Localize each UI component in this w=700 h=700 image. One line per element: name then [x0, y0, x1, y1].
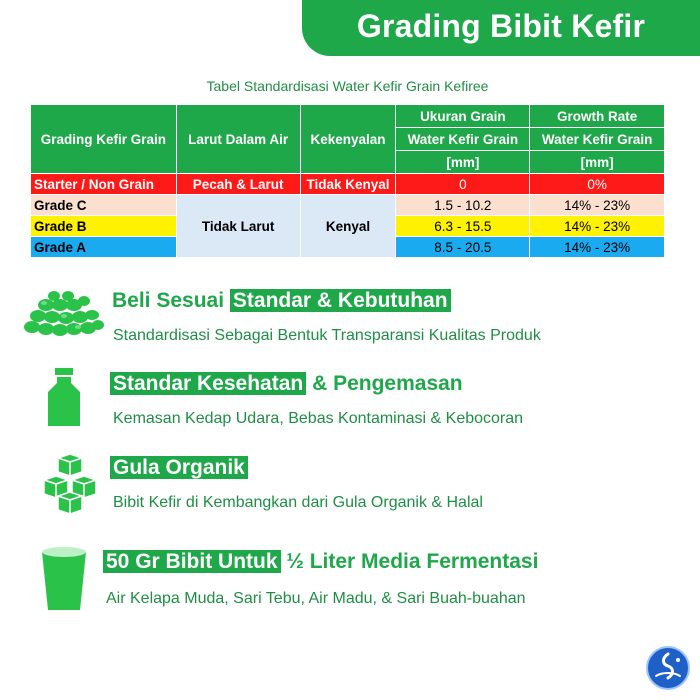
feature-desc: Air Kelapa Muda, Sari Tebu, Air Madu, & Sari Buah-buahan — [106, 590, 526, 607]
cell-grade: Grade C — [31, 195, 177, 216]
feature-kesehatan — [0, 368, 700, 438]
cell-ukuran: 8.5 - 20.5 — [396, 237, 530, 258]
header-kekenyalan: Kekenyalan — [300, 105, 396, 174]
title-highlight: Standar Kesehatan — [110, 372, 306, 395]
title-highlight: Gula Organik — [110, 456, 248, 479]
feature-title — [103, 550, 538, 574]
feature-desc: Bibit Kefir di Kembangkan dari Gula Organik & Halal — [113, 494, 483, 511]
page-title: Grading Bibit Kefir — [356, 8, 646, 44]
cell-ukuran: 6.3 - 15.5 — [396, 216, 530, 237]
feature-standar — [0, 285, 700, 355]
cell-grade: Starter / Non Grain — [31, 174, 177, 195]
cell-kekenyalan-merged: Kenyal — [300, 195, 396, 258]
title-highlight: 50 Gr Bibit Untuk — [103, 550, 281, 573]
bottle-icon — [46, 368, 82, 428]
cell-grade: Grade B — [31, 216, 177, 237]
kefir-grains-icon — [22, 289, 104, 339]
feature-media — [0, 546, 700, 616]
feature-title — [112, 289, 451, 313]
cell-ukuran: 1.5 - 10.2 — [396, 195, 530, 216]
unit-growth: [mm] — [530, 151, 665, 174]
title-highlight: Standar & Kebutuhan — [230, 289, 451, 312]
cell-growth: 14% - 23% — [530, 216, 665, 237]
cell-kekenyalan: Tidak Kenyal — [300, 174, 396, 195]
grading-table — [30, 104, 665, 258]
title-text: ½ Liter Media Fermentasi — [280, 550, 539, 573]
subheader-growth: Water Kefir Grain — [530, 128, 665, 151]
glass-icon — [40, 546, 88, 612]
header-growth: Growth Rate — [530, 105, 665, 128]
cell-growth: 14% - 23% — [530, 237, 665, 258]
table-caption: Tabel Standardisasi Water Kefir Grain Kefiree — [206, 78, 489, 94]
cell-ukuran: 0 — [396, 174, 530, 195]
cell-larut-merged: Tidak Larut — [176, 195, 300, 258]
sugar-cubes-icon — [38, 454, 102, 514]
feature-desc: Standardisasi Sebagai Bentuk Transparansi Kualitas Produk — [113, 327, 541, 344]
brand-logo — [646, 646, 690, 690]
cell-growth: 14% - 23% — [530, 195, 665, 216]
title-text: Beli Sesuai — [112, 289, 230, 312]
header-banner — [302, 0, 700, 56]
unit-ukuran: [mm] — [396, 151, 530, 174]
cell-grade: Grade A — [31, 237, 177, 258]
header-larut: Larut Dalam Air — [176, 105, 300, 174]
feature-title — [110, 456, 248, 480]
feature-desc: Kemasan Kedap Udara, Bebas Kontaminasi & Kebocoran — [113, 410, 524, 427]
header-ukuran: Ukuran Grain — [396, 105, 530, 128]
feature-title — [110, 372, 463, 396]
kefiree-logo-icon — [648, 648, 688, 688]
cell-growth: 0% — [530, 174, 665, 195]
title-text: & Pengemasan — [306, 372, 463, 395]
subheader-ukuran: Water Kefir Grain — [396, 128, 530, 151]
cell-larut: Pecah & Larut — [176, 174, 300, 195]
header-grading: Grading Kefir Grain — [31, 105, 177, 174]
table-row — [31, 174, 665, 195]
table-row — [31, 195, 665, 216]
feature-gula — [0, 452, 700, 522]
